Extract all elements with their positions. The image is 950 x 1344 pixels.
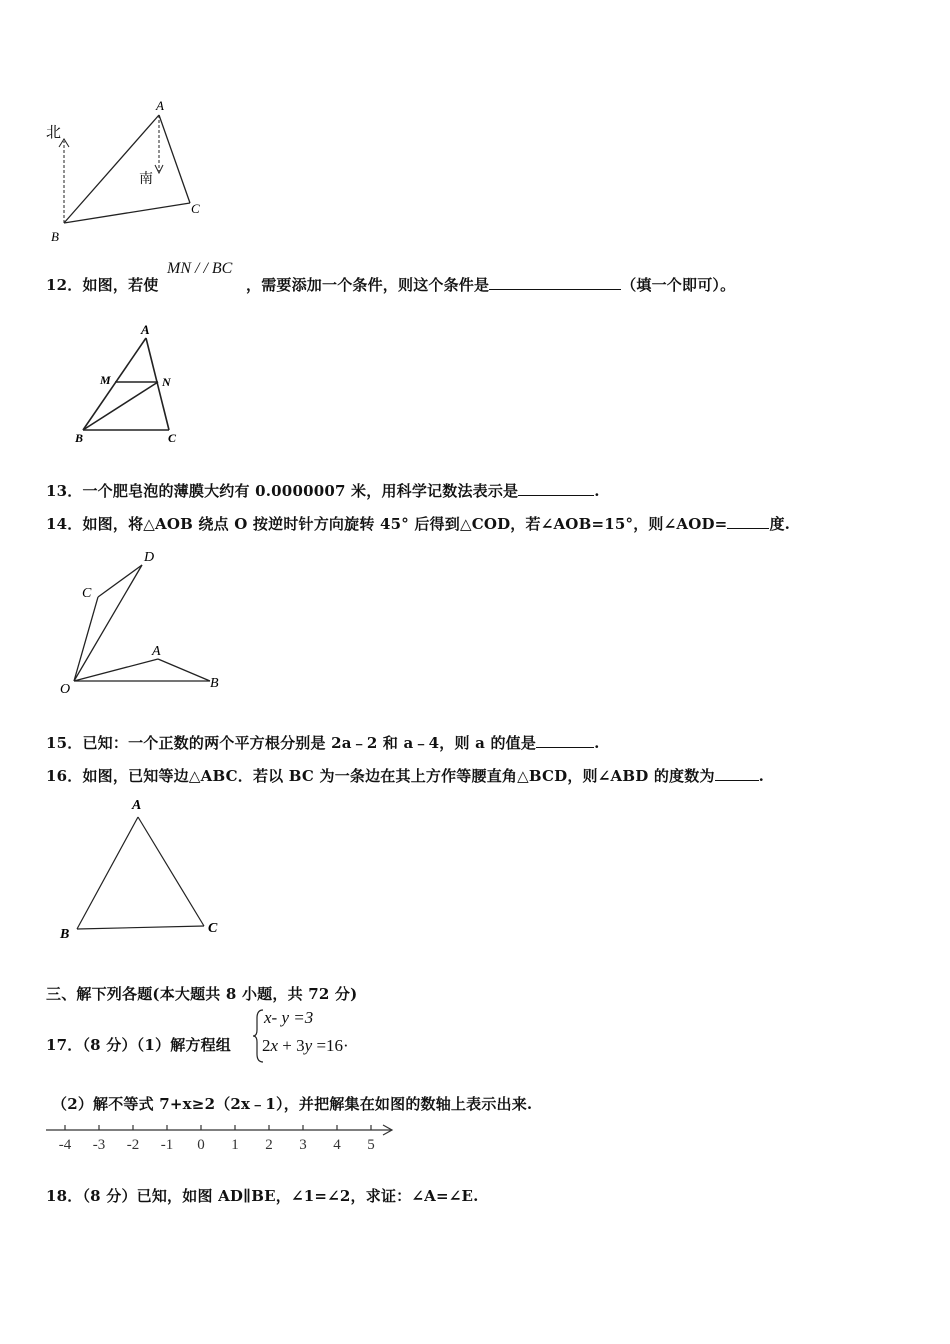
question-text: 如图，将△AOB 绕点 O 按逆时针方向旋转 45° 后得到△COD，若∠AOB=15°，则∠AOD= — [82, 515, 728, 533]
question-text-tail: 度. — [769, 515, 791, 533]
question-text: ，需要添加一个条件，则这个条件是 — [246, 276, 490, 294]
number-line-label: 4 — [333, 1137, 341, 1153]
number-line-label: -3 — [92, 1137, 106, 1153]
question-12 — [46, 274, 159, 295]
question-score: （8 分） — [82, 1036, 137, 1054]
question-number: 17． — [46, 1036, 83, 1054]
coefficient: 2 — [262, 1036, 271, 1055]
question-text-tail: . — [594, 482, 600, 500]
vertex-a-label: A — [156, 98, 164, 113]
equation-1 — [264, 1008, 313, 1028]
question-17 — [46, 1034, 231, 1055]
equation-2-rest: =16 — [312, 1036, 344, 1055]
variable-x: x — [264, 1008, 272, 1027]
point-d-label: D — [144, 550, 155, 565]
question-number: 16． — [46, 767, 83, 785]
point-m-label: M — [100, 373, 111, 387]
north-label: 北 — [46, 125, 62, 141]
vertex-b-label: B — [60, 927, 70, 942]
variable-x: x — [270, 1036, 279, 1055]
compass-triangle-figure — [40, 95, 240, 250]
number-line-label: 0 — [197, 1137, 205, 1153]
question-18 — [46, 1185, 479, 1206]
vertex-c-label: C — [168, 431, 177, 445]
question-text: 已知，如图 AD∥BE，∠1=∠2，求证：∠A=∠E. — [136, 1187, 479, 1205]
parallel-condition: MN / / BC — [167, 260, 233, 277]
vertex-b-label: B — [75, 431, 84, 445]
vertex-c-label: C — [208, 921, 218, 936]
question-text: 一个肥皂泡的薄膜大约有 0.0000007 米，用科学记数法表示是 — [82, 482, 519, 500]
vertex-c-label: C — [191, 201, 200, 216]
point-a-label: A — [152, 644, 161, 659]
rotation-figure — [50, 545, 240, 700]
question-14 — [46, 513, 790, 534]
question-number: 15． — [46, 734, 83, 752]
question-15 — [46, 732, 600, 753]
question-text: 已知：一个正数的两个平方根分别是 2a﹣2 和 a﹣4，则 a 的值是 — [82, 734, 537, 752]
variable-y: y — [304, 1036, 313, 1055]
number-line-label: 1 — [231, 1137, 239, 1153]
answer-blank[interactable] — [536, 733, 594, 748]
question-text-tail: （填一个即可）。 — [621, 276, 736, 294]
answer-blank[interactable] — [727, 514, 769, 529]
number-line-label: -1 — [160, 1137, 174, 1153]
vertex-b-label: B — [51, 229, 59, 244]
equation-1-rest: - y =3 — [271, 1008, 314, 1027]
number-line-label: 2 — [265, 1137, 273, 1153]
point-o-label: O — [60, 682, 71, 697]
south-label: 南 — [139, 172, 153, 187]
question-text-tail: . — [594, 734, 600, 752]
question-text: 如图，已知等边△ABC．若以 BC 为一条边在其上方作等腰直角△BCD，则∠ABD 的度数为 — [82, 767, 715, 785]
number-line — [40, 1118, 410, 1158]
point-b-label: B — [210, 676, 219, 691]
question-score: （8 分） — [82, 1187, 137, 1205]
question-number: 13． — [46, 482, 83, 500]
question-number: 12． — [46, 276, 83, 294]
number-line-label: -2 — [126, 1137, 140, 1153]
equilateral-triangle-figure — [50, 795, 240, 950]
question-12-continued — [246, 274, 735, 295]
answer-blank[interactable] — [489, 275, 621, 290]
question-text: 如图，若使 — [82, 276, 159, 294]
plus-coefficient: + 3 — [278, 1036, 305, 1055]
point-n-label: N — [162, 375, 171, 389]
point-c-label: C — [82, 586, 92, 601]
question-13 — [46, 480, 600, 501]
question-text-tail: . — [758, 767, 765, 785]
vertex-a-label: A — [132, 798, 142, 813]
number-line-label: 3 — [299, 1137, 307, 1153]
equation-2 — [262, 1036, 349, 1056]
section-heading: 三、解下列各题(本大题共 8 小题，共 72 分) — [46, 985, 358, 1003]
number-line-label: 5 — [367, 1137, 375, 1153]
answer-blank[interactable] — [518, 481, 594, 496]
question-16 — [46, 765, 764, 786]
answer-blank[interactable] — [715, 766, 759, 781]
vertex-a-label: A — [141, 322, 150, 337]
question-number: 14． — [46, 515, 83, 533]
question-number: 18． — [46, 1187, 83, 1205]
question-17-part2: （2）解不等式 7+x≥2（2x﹣1），并把解集在如图的数轴上表示出来. — [52, 1095, 533, 1113]
question-text: （1）解方程组 — [136, 1036, 231, 1054]
triangle-mn-figure — [70, 320, 190, 450]
end-dot: · — [343, 1036, 349, 1055]
number-line-label: -4 — [58, 1137, 72, 1153]
